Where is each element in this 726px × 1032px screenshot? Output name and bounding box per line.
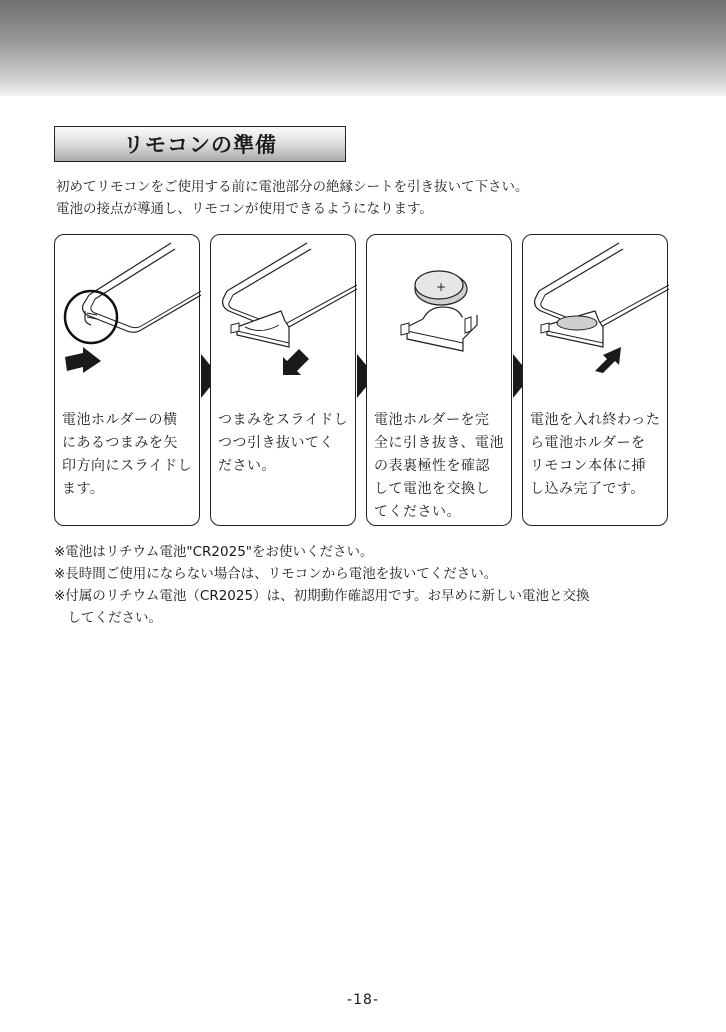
note-line: ※長時間ご使用にならない場合は、リモコンから電池を抜いてください。 — [54, 566, 498, 582]
remote-pull-holder-illustration — [211, 235, 357, 407]
step-panel-1 — [54, 234, 200, 526]
header-band — [0, 0, 726, 96]
notes — [54, 541, 590, 629]
section-title — [54, 126, 346, 162]
battery-holder-illustration — [367, 235, 513, 407]
step-4-text: 電池を入れ終わった ら電池ホルダーを リモコン本体に挿 し込み完了です。 — [530, 412, 661, 497]
page-number: -18- — [347, 992, 379, 1008]
note-line: してください。 — [54, 610, 162, 626]
remote-slide-tab-illustration — [55, 235, 201, 407]
step-1-text: 電池ホルダーの横 にあるつまみを矢 印方向にスライドし ます。 — [62, 412, 193, 497]
step-panel-2 — [210, 234, 356, 526]
step-panel-4 — [522, 234, 668, 526]
battery-plus-mark: + — [436, 280, 447, 294]
intro-line: 初めてリモコンをご使用する前に電池部分の絶縁シートを引き抜いて下さい。 — [56, 179, 529, 195]
intro-text — [56, 176, 529, 220]
section-title-text: リモコンの準備 — [123, 133, 277, 157]
note-line: ※付属のリチウム電池（CR2025）は、初期動作確認用です。お早めに新しい電池と交換 — [54, 588, 590, 604]
step-3-text: 電池ホルダーを完 全に引き抜き、電池 の表裏極性を確認 して電池を交換し てください。 — [374, 412, 504, 520]
step-panel-3 — [366, 234, 512, 526]
step-2-text: つまみをスライドし つつ引き抜いてく ださい。 — [218, 412, 349, 474]
note-line: ※電池はリチウム電池"CR2025"をお使いください。 — [54, 544, 374, 560]
remote-insert-holder-illustration — [523, 235, 669, 407]
intro-line: 電池の接点が導通し、リモコンが使用できるようになります。 — [56, 201, 433, 217]
